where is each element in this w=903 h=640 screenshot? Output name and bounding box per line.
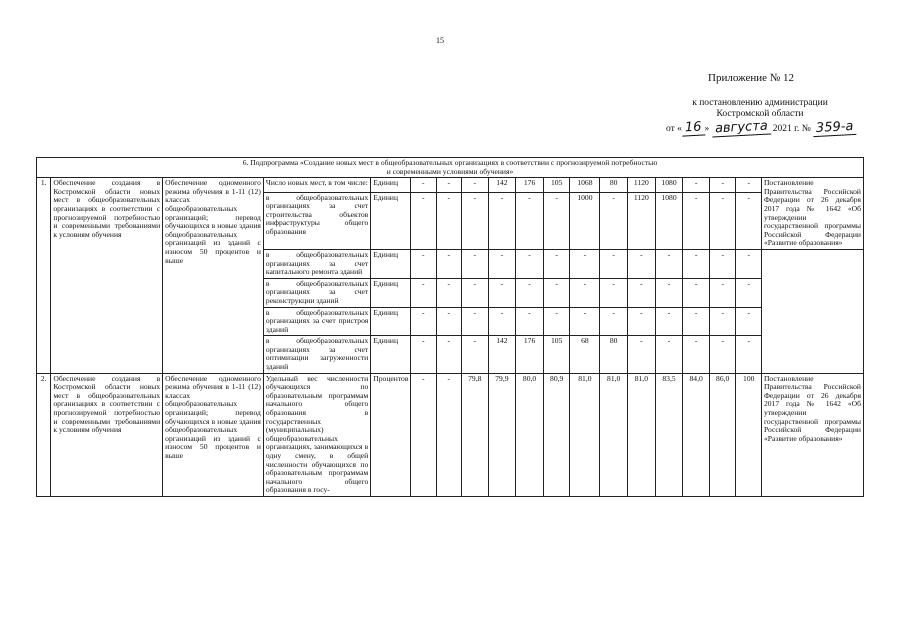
value-cell: -: [600, 249, 628, 278]
value-cell: -: [709, 178, 736, 192]
value-cell: -: [736, 278, 761, 307]
value-cell: -: [436, 278, 461, 307]
value-cell: -: [736, 192, 761, 249]
value-cell: -: [628, 278, 656, 307]
handwritten-day: 16: [682, 119, 705, 136]
value-cell: -: [570, 249, 600, 278]
date-mid: »: [704, 124, 710, 134]
value-cell: -: [543, 192, 570, 249]
value-cell: 176: [516, 336, 544, 373]
indicator-name: Число новых мест, в том числе:: [263, 178, 370, 192]
value-cell: -: [436, 178, 461, 192]
unit-cell: Единиц: [371, 178, 411, 192]
decree-line-1: к постановлению администрации: [692, 98, 828, 108]
indicator-name: Удельный вес численности обучающихся по образовательным программам начального общего образования в государственных (муниципальных) общеобразовательных организациях, занимающихся в одну смену, в общей численности обучающихся по образовательным программам начального общего образования в госу-: [263, 373, 370, 496]
value-cell: 86,0: [709, 373, 736, 496]
handwritten-decree-number: 359-а: [813, 119, 857, 137]
value-cell: -: [683, 278, 710, 307]
value-cell: -: [683, 307, 710, 336]
value-cell: -: [436, 307, 461, 336]
value-cell: -: [411, 307, 436, 336]
subprogram-title-line-2: и современными условиями обучения»: [386, 166, 514, 176]
value-cell: -: [709, 278, 736, 307]
value-cell: -: [655, 336, 683, 373]
value-cell: -: [516, 307, 544, 336]
value-cell: -: [683, 249, 710, 278]
value-cell: -: [543, 278, 570, 307]
row-number: 1.: [37, 178, 51, 373]
value-cell: 1000: [570, 192, 600, 249]
value-cell: 79,9: [488, 373, 516, 496]
appendix-title: Приложение № 12: [708, 72, 795, 84]
value-cell: -: [736, 178, 761, 192]
value-cell: -: [570, 278, 600, 307]
value-cell: -: [655, 307, 683, 336]
value-cell: -: [600, 192, 628, 249]
date-prefix: от «: [666, 124, 682, 134]
value-cell: 176: [516, 178, 544, 192]
value-cell: 83,5: [655, 373, 683, 496]
page-number: 15: [436, 36, 444, 45]
value-cell: -: [411, 249, 436, 278]
value-cell: 80: [600, 336, 628, 373]
subprogram-title: [37, 158, 864, 178]
indicator-name: в общеобразовательных организациях за счет строительства объектов инфраструктуры общего образования: [263, 192, 370, 249]
value-cell: -: [628, 307, 656, 336]
unit-cell: Единиц: [371, 336, 411, 373]
value-cell: 84,0: [683, 373, 710, 496]
value-cell: -: [436, 192, 461, 249]
value-cell: 142: [488, 336, 516, 373]
source-cell-empty: [761, 249, 863, 373]
date-year: 2021 г. №: [772, 124, 811, 134]
value-cell: 81,0: [628, 373, 656, 496]
value-cell: -: [516, 192, 544, 249]
decree-reference: [640, 98, 880, 120]
subprogram-title-line-1: 6. Подпрограмма «Создание новых мест в общеобразовательных организациях в соответствии с прогнозируемой потребностью: [242, 158, 658, 167]
value-cell: -: [516, 249, 544, 278]
value-cell: 1068: [570, 178, 600, 192]
value-cell: -: [462, 249, 489, 278]
value-cell: -: [655, 249, 683, 278]
value-cell: -: [488, 278, 516, 307]
value-cell: 1120: [628, 192, 656, 249]
value-cell: -: [462, 178, 489, 192]
value-cell: -: [736, 307, 761, 336]
value-cell: -: [543, 307, 570, 336]
value-cell: -: [516, 278, 544, 307]
value-cell: -: [600, 307, 628, 336]
unit-cell: Процентов: [371, 373, 411, 496]
value-cell: 1080: [655, 192, 683, 249]
value-cell: -: [543, 249, 570, 278]
value-cell: 80,0: [516, 373, 544, 496]
unit-cell: Единиц: [371, 192, 411, 249]
result-cell: Обеспечение одноменного режима обучения в 1-11 (12) классах общеобразовательных организаций; перевод обучающихся в новые здания общеобразовательных организаций из зданий с износом 50 процентов и выше: [163, 178, 264, 373]
task-cell: Обеспечение создания в Костромской области новых мест в общеобразовательных организациях в соответствии с прогнозируемой потребностью и современными требованиями к условиям обучения: [51, 178, 163, 373]
indicator-name: в общеобразовательных организациях за счет реконструкции зданий: [263, 278, 370, 307]
task-cell: Обеспечение создания в Костромской области новых мест в общеобразовательных организациях в соответствии с прогнозируемой потребностью и современными требованиями к условиям обучения: [51, 373, 163, 496]
value-cell: -: [411, 373, 436, 496]
value-cell: 80,9: [543, 373, 570, 496]
indicator-name: в общеобразовательных организациях за счет капитального ремонта зданий: [263, 249, 370, 278]
row-number: 2.: [37, 373, 51, 496]
value-cell: -: [628, 249, 656, 278]
value-cell: -: [488, 192, 516, 249]
value-cell: 100: [736, 373, 761, 496]
source-cell: Постановление Правительства Российской Федерации от 26 декабря 2017 года № 1642 «Об утверждении государственной программы Российской Федерации «Развитие образования»: [761, 178, 863, 250]
value-cell: 105: [543, 336, 570, 373]
value-cell: 79,8: [462, 373, 489, 496]
value-cell: 1080: [655, 178, 683, 192]
value-cell: -: [462, 307, 489, 336]
indicators-table: [36, 157, 864, 497]
value-cell: -: [411, 336, 436, 373]
table-row: [37, 178, 864, 192]
value-cell: 1120: [628, 178, 656, 192]
value-cell: -: [462, 278, 489, 307]
value-cell: -: [488, 249, 516, 278]
value-cell: 80: [600, 178, 628, 192]
indicator-name: в общеобразовательных организациях за счет пристроя зданий: [263, 307, 370, 336]
value-cell: -: [736, 336, 761, 373]
unit-cell: Единиц: [371, 278, 411, 307]
value-cell: -: [462, 336, 489, 373]
table-row: [37, 373, 864, 496]
value-cell: 142: [488, 178, 516, 192]
value-cell: -: [488, 307, 516, 336]
value-cell: -: [655, 278, 683, 307]
value-cell: 81,0: [600, 373, 628, 496]
value-cell: 81,0: [570, 373, 600, 496]
value-cell: -: [709, 192, 736, 249]
value-cell: -: [436, 336, 461, 373]
value-cell: -: [683, 192, 710, 249]
value-cell: -: [736, 249, 761, 278]
value-cell: -: [570, 307, 600, 336]
value-cell: 68: [570, 336, 600, 373]
value-cell: -: [411, 178, 436, 192]
value-cell: -: [411, 278, 436, 307]
source-cell: Постановление Правительства Российской Федерации от 26 декабря 2017 года № 1642 «Об утверждении государственной программы Российской Федерации «Развитие образования»: [761, 373, 863, 496]
value-cell: -: [411, 192, 436, 249]
subprogram-header-row: [37, 158, 864, 178]
value-cell: -: [628, 336, 656, 373]
value-cell: -: [709, 307, 736, 336]
decree-date: [666, 120, 857, 136]
value-cell: -: [462, 192, 489, 249]
unit-cell: Единиц: [371, 249, 411, 278]
value-cell: 105: [543, 178, 570, 192]
decree-line-2: Костромской области: [716, 109, 804, 119]
value-cell: -: [683, 178, 710, 192]
value-cell: -: [709, 336, 736, 373]
value-cell: -: [436, 249, 461, 278]
value-cell: -: [436, 373, 461, 496]
value-cell: -: [709, 249, 736, 278]
value-cell: -: [683, 336, 710, 373]
result-cell: Обеспечение одноменного режима обучения в 1-11 (12) классах общеобразовательных организаций; перевод обучающихся в новые здания общеобразовательных организаций из зданий с износом 50 процентов и выше: [163, 373, 264, 496]
indicator-name: в общеобразовательных организациях за счет оптимизации загруженности зданий: [263, 336, 370, 373]
value-cell: -: [600, 278, 628, 307]
unit-cell: Единиц: [371, 307, 411, 336]
handwritten-month: августа: [711, 118, 771, 137]
